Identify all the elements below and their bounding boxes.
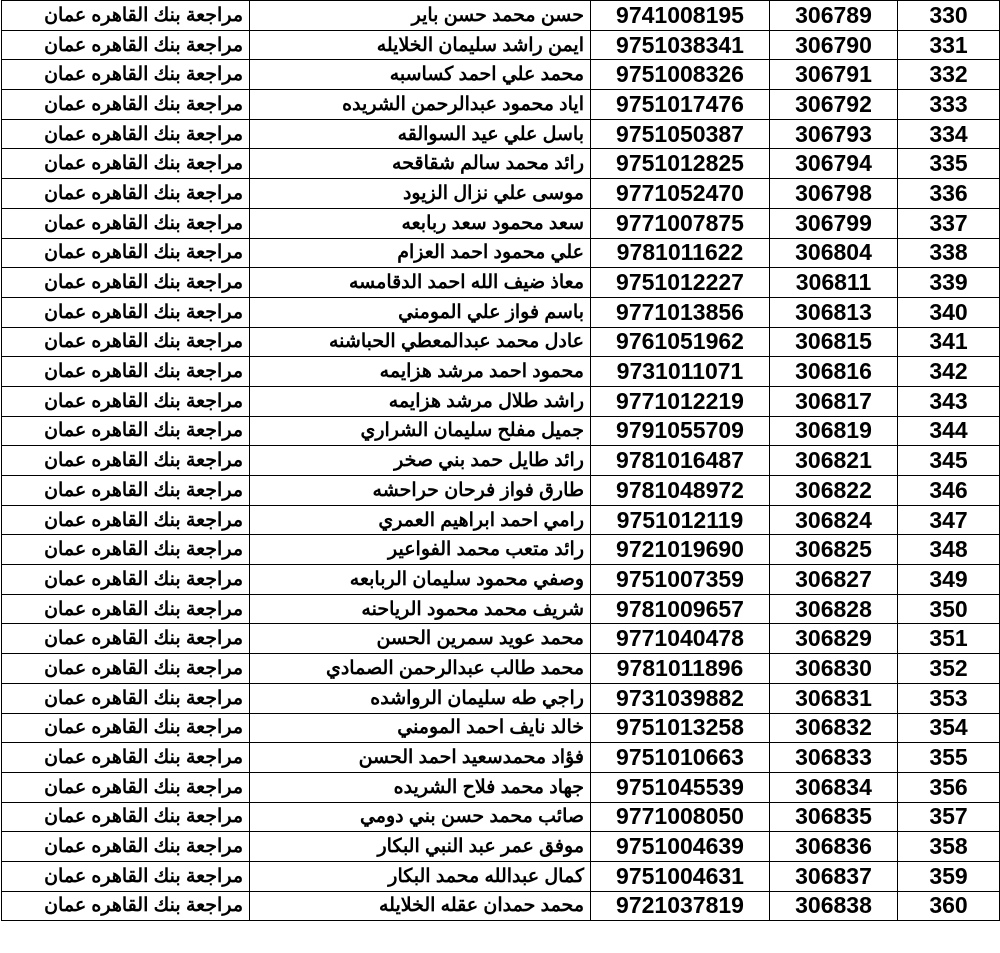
cell-serial-number: 358 bbox=[898, 832, 1000, 862]
cell-review-office: مراجعة بنك القاهره عمان bbox=[2, 119, 250, 149]
cell-serial-number: 337 bbox=[898, 208, 1000, 238]
cell-full-name: شريف محمد محمود الرياحنه bbox=[250, 594, 591, 624]
cell-serial-number: 344 bbox=[898, 416, 1000, 446]
cell-national-number: 9751017476 bbox=[591, 90, 770, 120]
cell-record-id: 306793 bbox=[770, 119, 898, 149]
cell-review-office: مراجعة بنك القاهره عمان bbox=[2, 891, 250, 921]
cell-full-name: موفق عمر عبد النبي البكار bbox=[250, 832, 591, 862]
cell-full-name: جهاد محمد فلاح الشريده bbox=[250, 772, 591, 802]
cell-serial-number: 339 bbox=[898, 268, 1000, 298]
table-row bbox=[2, 861, 1000, 891]
cell-national-number: 9781048972 bbox=[591, 476, 770, 506]
table-row bbox=[2, 297, 1000, 327]
cell-full-name: باسل علي عيد السوالقه bbox=[250, 119, 591, 149]
cell-serial-number: 348 bbox=[898, 535, 1000, 565]
cell-review-office: مراجعة بنك القاهره عمان bbox=[2, 60, 250, 90]
cell-serial-number: 334 bbox=[898, 119, 1000, 149]
cell-review-office: مراجعة بنك القاهره عمان bbox=[2, 832, 250, 862]
cell-national-number: 9751004631 bbox=[591, 861, 770, 891]
cell-record-id: 306832 bbox=[770, 713, 898, 743]
cell-national-number: 9791055709 bbox=[591, 416, 770, 446]
cell-record-id: 306817 bbox=[770, 386, 898, 416]
cell-full-name: موسى علي نزال الزيود bbox=[250, 179, 591, 209]
cell-record-id: 306789 bbox=[770, 1, 898, 31]
cell-review-office: مراجعة بنك القاهره عمان bbox=[2, 802, 250, 832]
table-row bbox=[2, 891, 1000, 921]
cell-serial-number: 350 bbox=[898, 594, 1000, 624]
cell-full-name: خالد نايف احمد المومني bbox=[250, 713, 591, 743]
table-row bbox=[2, 743, 1000, 773]
cell-record-id: 306813 bbox=[770, 297, 898, 327]
cell-record-id: 306819 bbox=[770, 416, 898, 446]
cell-record-id: 306838 bbox=[770, 891, 898, 921]
cell-serial-number: 340 bbox=[898, 297, 1000, 327]
cell-record-id: 306835 bbox=[770, 802, 898, 832]
cell-serial-number: 336 bbox=[898, 179, 1000, 209]
cell-national-number: 9751004639 bbox=[591, 832, 770, 862]
cell-record-id: 306816 bbox=[770, 357, 898, 387]
cell-review-office: مراجعة بنك القاهره عمان bbox=[2, 208, 250, 238]
cell-serial-number: 349 bbox=[898, 565, 1000, 595]
cell-national-number: 9751012825 bbox=[591, 149, 770, 179]
table-row bbox=[2, 30, 1000, 60]
cell-record-id: 306822 bbox=[770, 476, 898, 506]
table-row bbox=[2, 208, 1000, 238]
cell-serial-number: 330 bbox=[898, 1, 1000, 31]
cell-national-number: 9751012119 bbox=[591, 505, 770, 535]
cell-national-number: 9771013856 bbox=[591, 297, 770, 327]
cell-full-name: فؤاد محمدسعيد احمد الحسن bbox=[250, 743, 591, 773]
cell-review-office: مراجعة بنك القاهره عمان bbox=[2, 446, 250, 476]
cell-record-id: 306811 bbox=[770, 268, 898, 298]
table-row bbox=[2, 386, 1000, 416]
cell-serial-number: 356 bbox=[898, 772, 1000, 802]
table-row bbox=[2, 535, 1000, 565]
cell-review-office: مراجعة بنك القاهره عمان bbox=[2, 476, 250, 506]
cell-full-name: راشد طلال مرشد هزايمه bbox=[250, 386, 591, 416]
table-row bbox=[2, 565, 1000, 595]
cell-serial-number: 331 bbox=[898, 30, 1000, 60]
cell-national-number: 9771008050 bbox=[591, 802, 770, 832]
cell-review-office: مراجعة بنك القاهره عمان bbox=[2, 505, 250, 535]
cell-serial-number: 347 bbox=[898, 505, 1000, 535]
cell-national-number: 9751050387 bbox=[591, 119, 770, 149]
cell-record-id: 306824 bbox=[770, 505, 898, 535]
table-row bbox=[2, 1, 1000, 31]
cell-review-office: مراجعة بنك القاهره عمان bbox=[2, 268, 250, 298]
table-row bbox=[2, 683, 1000, 713]
table-row bbox=[2, 119, 1000, 149]
cell-review-office: مراجعة بنك القاهره عمان bbox=[2, 594, 250, 624]
cell-record-id: 306815 bbox=[770, 327, 898, 357]
cell-national-number: 9751010663 bbox=[591, 743, 770, 773]
table-row bbox=[2, 654, 1000, 684]
cell-full-name: وصفي محمود سليمان الربابعه bbox=[250, 565, 591, 595]
table-row bbox=[2, 713, 1000, 743]
cell-review-office: مراجعة بنك القاهره عمان bbox=[2, 327, 250, 357]
cell-full-name: محمد حمدان عقله الخلايله bbox=[250, 891, 591, 921]
table-row bbox=[2, 90, 1000, 120]
table-body bbox=[2, 1, 1000, 921]
table-row bbox=[2, 268, 1000, 298]
cell-full-name: محمود احمد مرشد هزايمه bbox=[250, 357, 591, 387]
cell-full-name: اياد محمود عبدالرحمن الشريده bbox=[250, 90, 591, 120]
cell-serial-number: 351 bbox=[898, 624, 1000, 654]
cell-record-id: 306830 bbox=[770, 654, 898, 684]
cell-review-office: مراجعة بنك القاهره عمان bbox=[2, 713, 250, 743]
cell-serial-number: 359 bbox=[898, 861, 1000, 891]
cell-review-office: مراجعة بنك القاهره عمان bbox=[2, 179, 250, 209]
cell-serial-number: 338 bbox=[898, 238, 1000, 268]
cell-record-id: 306834 bbox=[770, 772, 898, 802]
cell-record-id: 306792 bbox=[770, 90, 898, 120]
cell-full-name: محمد عويد سمرين الحسن bbox=[250, 624, 591, 654]
cell-full-name: باسم فواز علي المومني bbox=[250, 297, 591, 327]
cell-full-name: علي محمود احمد العزام bbox=[250, 238, 591, 268]
cell-full-name: رائد متعب محمد الفواعير bbox=[250, 535, 591, 565]
cell-record-id: 306799 bbox=[770, 208, 898, 238]
cell-record-id: 306827 bbox=[770, 565, 898, 595]
table-row bbox=[2, 476, 1000, 506]
cell-review-office: مراجعة بنك القاهره عمان bbox=[2, 624, 250, 654]
cell-record-id: 306833 bbox=[770, 743, 898, 773]
cell-record-id: 306829 bbox=[770, 624, 898, 654]
cell-review-office: مراجعة بنك القاهره عمان bbox=[2, 565, 250, 595]
cell-serial-number: 357 bbox=[898, 802, 1000, 832]
cell-national-number: 9751038341 bbox=[591, 30, 770, 60]
cell-serial-number: 354 bbox=[898, 713, 1000, 743]
cell-full-name: رائد محمد سالم شقاقحه bbox=[250, 149, 591, 179]
table-row bbox=[2, 327, 1000, 357]
cell-national-number: 9731011071 bbox=[591, 357, 770, 387]
cell-national-number: 9751013258 bbox=[591, 713, 770, 743]
cell-record-id: 306794 bbox=[770, 149, 898, 179]
cell-serial-number: 355 bbox=[898, 743, 1000, 773]
cell-full-name: حسن محمد حسن باير bbox=[250, 1, 591, 31]
cell-national-number: 9751008326 bbox=[591, 60, 770, 90]
table-row bbox=[2, 179, 1000, 209]
cell-national-number: 9771007875 bbox=[591, 208, 770, 238]
cell-review-office: مراجعة بنك القاهره عمان bbox=[2, 861, 250, 891]
cell-serial-number: 342 bbox=[898, 357, 1000, 387]
cell-record-id: 306790 bbox=[770, 30, 898, 60]
cell-serial-number: 335 bbox=[898, 149, 1000, 179]
cell-review-office: مراجعة بنك القاهره عمان bbox=[2, 357, 250, 387]
table-row bbox=[2, 416, 1000, 446]
cell-record-id: 306791 bbox=[770, 60, 898, 90]
cell-national-number: 9751045539 bbox=[591, 772, 770, 802]
cell-serial-number: 332 bbox=[898, 60, 1000, 90]
cell-review-office: مراجعة بنك القاهره عمان bbox=[2, 90, 250, 120]
cell-review-office: مراجعة بنك القاهره عمان bbox=[2, 535, 250, 565]
cell-review-office: مراجعة بنك القاهره عمان bbox=[2, 772, 250, 802]
table-row bbox=[2, 802, 1000, 832]
cell-full-name: رائد طايل حمد بني صخر bbox=[250, 446, 591, 476]
cell-full-name: سعد محمود سعد ربابعه bbox=[250, 208, 591, 238]
cell-national-number: 9721019690 bbox=[591, 535, 770, 565]
cell-record-id: 306836 bbox=[770, 832, 898, 862]
cell-review-office: مراجعة بنك القاهره عمان bbox=[2, 386, 250, 416]
cell-national-number: 9781011622 bbox=[591, 238, 770, 268]
cell-full-name: جميل مفلح سليمان الشراري bbox=[250, 416, 591, 446]
cell-review-office: مراجعة بنك القاهره عمان bbox=[2, 683, 250, 713]
cell-serial-number: 333 bbox=[898, 90, 1000, 120]
table-row bbox=[2, 149, 1000, 179]
cell-serial-number: 360 bbox=[898, 891, 1000, 921]
cell-national-number: 9751012227 bbox=[591, 268, 770, 298]
cell-review-office: مراجعة بنك القاهره عمان bbox=[2, 654, 250, 684]
cell-serial-number: 352 bbox=[898, 654, 1000, 684]
cell-national-number: 9751007359 bbox=[591, 565, 770, 595]
cell-full-name: طارق فواز فرحان حراحشه bbox=[250, 476, 591, 506]
cell-serial-number: 341 bbox=[898, 327, 1000, 357]
table-row bbox=[2, 594, 1000, 624]
cell-serial-number: 343 bbox=[898, 386, 1000, 416]
cell-record-id: 306825 bbox=[770, 535, 898, 565]
cell-national-number: 9741008195 bbox=[591, 1, 770, 31]
cell-review-office: مراجعة بنك القاهره عمان bbox=[2, 743, 250, 773]
cell-review-office: مراجعة بنك القاهره عمان bbox=[2, 1, 250, 31]
cell-record-id: 306837 bbox=[770, 861, 898, 891]
table-row bbox=[2, 446, 1000, 476]
cell-review-office: مراجعة بنك القاهره عمان bbox=[2, 416, 250, 446]
cell-review-office: مراجعة بنك القاهره عمان bbox=[2, 238, 250, 268]
cell-record-id: 306828 bbox=[770, 594, 898, 624]
cell-national-number: 9781016487 bbox=[591, 446, 770, 476]
table-row bbox=[2, 832, 1000, 862]
cell-national-number: 9761051962 bbox=[591, 327, 770, 357]
table-row bbox=[2, 357, 1000, 387]
cell-record-id: 306798 bbox=[770, 179, 898, 209]
table-row bbox=[2, 60, 1000, 90]
cell-full-name: كمال عبدالله محمد البكار bbox=[250, 861, 591, 891]
cell-serial-number: 346 bbox=[898, 476, 1000, 506]
cell-national-number: 9721037819 bbox=[591, 891, 770, 921]
cell-review-office: مراجعة بنك القاهره عمان bbox=[2, 30, 250, 60]
cell-national-number: 9771040478 bbox=[591, 624, 770, 654]
cell-full-name: محمد علي احمد كساسبه bbox=[250, 60, 591, 90]
cell-serial-number: 345 bbox=[898, 446, 1000, 476]
cell-full-name: رامي احمد ابراهيم العمري bbox=[250, 505, 591, 535]
table-row bbox=[2, 624, 1000, 654]
cell-full-name: راجي طه سليمان الرواشده bbox=[250, 683, 591, 713]
cell-national-number: 9781011896 bbox=[591, 654, 770, 684]
cell-national-number: 9781009657 bbox=[591, 594, 770, 624]
table-row bbox=[2, 505, 1000, 535]
cell-national-number: 9771052470 bbox=[591, 179, 770, 209]
cell-record-id: 306831 bbox=[770, 683, 898, 713]
cell-national-number: 9771012219 bbox=[591, 386, 770, 416]
cell-full-name: معاذ ضيف الله احمد الدقامسه bbox=[250, 268, 591, 298]
cell-record-id: 306821 bbox=[770, 446, 898, 476]
table-row bbox=[2, 772, 1000, 802]
cell-review-office: مراجعة بنك القاهره عمان bbox=[2, 297, 250, 327]
cell-record-id: 306804 bbox=[770, 238, 898, 268]
names-table bbox=[1, 0, 1000, 921]
cell-national-number: 9731039882 bbox=[591, 683, 770, 713]
table-row bbox=[2, 238, 1000, 268]
cell-full-name: عادل محمد عبدالمعطي الحباشنه bbox=[250, 327, 591, 357]
cell-full-name: ايمن راشد سليمان الخلايله bbox=[250, 30, 591, 60]
cell-full-name: صائب محمد حسن بني دومي bbox=[250, 802, 591, 832]
cell-review-office: مراجعة بنك القاهره عمان bbox=[2, 149, 250, 179]
cell-serial-number: 353 bbox=[898, 683, 1000, 713]
cell-full-name: محمد طالب عبدالرحمن الصمادي bbox=[250, 654, 591, 684]
